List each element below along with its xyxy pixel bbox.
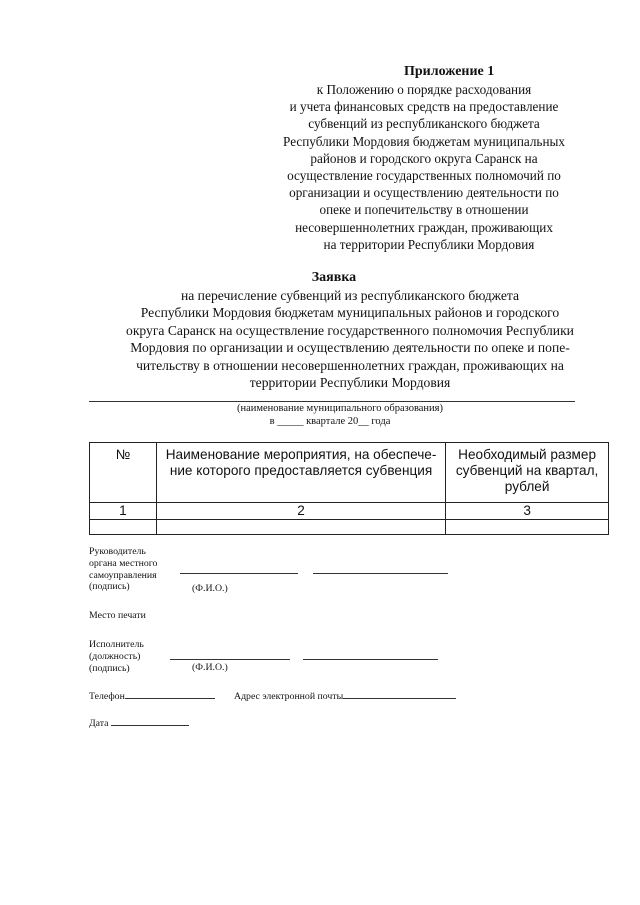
header-number: № bbox=[90, 443, 157, 503]
appendix-line: опеке и попечительству в отношении bbox=[319, 202, 529, 218]
appendix-line: несовершеннолетних граждан, проживающих bbox=[295, 219, 553, 235]
table-cell[interactable] bbox=[446, 520, 609, 535]
executor-signature-labels bbox=[89, 639, 144, 674]
subvention-table bbox=[89, 442, 609, 535]
request-text bbox=[80, 287, 620, 391]
appendix-line: субвенций из республиканского бюджета bbox=[308, 116, 540, 132]
table-numbering-row bbox=[90, 503, 609, 520]
executor-label: (подпись) bbox=[89, 662, 130, 674]
column-number-1: 1 bbox=[90, 503, 157, 520]
date-field[interactable] bbox=[111, 717, 189, 726]
head-label: органа местного bbox=[89, 557, 158, 569]
executor-fio-caption: (Ф.И.О.) bbox=[192, 662, 228, 673]
head-label: самоуправления bbox=[89, 569, 157, 581]
column-number-2: 2 bbox=[156, 503, 445, 520]
head-fio-line[interactable] bbox=[313, 573, 448, 574]
table-cell[interactable] bbox=[90, 520, 157, 535]
request-line: чительству в отношении несовершеннолетних граждан, проживающих на bbox=[136, 357, 564, 373]
request-line: территории Республики Мордовия bbox=[249, 375, 451, 391]
request-line: Мордовия по организации и осуществлению деятельности по опеке и попе- bbox=[130, 340, 570, 356]
head-signature-labels bbox=[89, 546, 157, 593]
appendix-line: осуществление государственных полномочий по bbox=[287, 168, 561, 184]
request-line: Республики Мордовия бюджетам муниципальных районов и городского bbox=[140, 305, 560, 321]
appendix-line: Республики Мордовия бюджетам муниципальных bbox=[283, 133, 565, 149]
phone-label: Телефон bbox=[89, 691, 125, 702]
head-fio-caption: (Ф.И.О.) bbox=[192, 583, 228, 594]
phone-row bbox=[89, 690, 215, 703]
column-number-3: 3 bbox=[446, 503, 609, 520]
phone-field[interactable] bbox=[125, 690, 215, 699]
table-cell[interactable] bbox=[156, 520, 445, 535]
executor-label: (должность) bbox=[89, 650, 141, 662]
executor-fio-line[interactable] bbox=[303, 659, 438, 660]
appendix-line: районов и городского округа Саранск на bbox=[310, 150, 538, 166]
appendix-line: к Положению о порядке расходования bbox=[316, 82, 532, 97]
appendix-line: и учета финансовых средств на предоставление bbox=[289, 99, 559, 115]
quarter-line: в _____ квартале 20__ года bbox=[269, 416, 391, 427]
appendix-line: на территории Республики Мордовия bbox=[313, 236, 535, 252]
executor-signature-line[interactable] bbox=[170, 659, 290, 660]
request-line: округа Саранск на осуществление государственного полномочия Республики bbox=[126, 322, 574, 338]
request-line: на перечисление субвенций из республиканского бюджета bbox=[180, 288, 520, 303]
head-signature-line[interactable] bbox=[180, 573, 298, 574]
head-label: Руководитель bbox=[89, 546, 146, 557]
executor-label: Исполнитель bbox=[89, 639, 144, 650]
stamp-label: Место печати bbox=[89, 610, 146, 621]
header-activity: Наименование мероприятия, на обеспече-ние которого предоставляется субвенция bbox=[156, 443, 445, 503]
email-row bbox=[234, 690, 456, 703]
email-field[interactable] bbox=[343, 690, 456, 699]
email-label: Адрес электронной почты bbox=[234, 691, 344, 702]
head-label: (подпись) bbox=[89, 581, 130, 593]
request-title: Заявка bbox=[311, 270, 357, 285]
table-row bbox=[90, 520, 609, 535]
municipality-blank-line[interactable] bbox=[89, 401, 575, 402]
header-amount: Необходимый размер субвенций на квартал, рублей bbox=[446, 443, 609, 503]
appendix-text bbox=[250, 81, 598, 253]
municipality-caption: (наименование муниципального образования) bbox=[236, 403, 444, 414]
date-label: Дата bbox=[89, 718, 109, 729]
appendix-line: организации и осуществлению деятельности по bbox=[289, 185, 559, 201]
date-row bbox=[89, 717, 189, 730]
table-header-row bbox=[90, 443, 609, 503]
appendix-title: Приложение 1 bbox=[404, 64, 495, 79]
